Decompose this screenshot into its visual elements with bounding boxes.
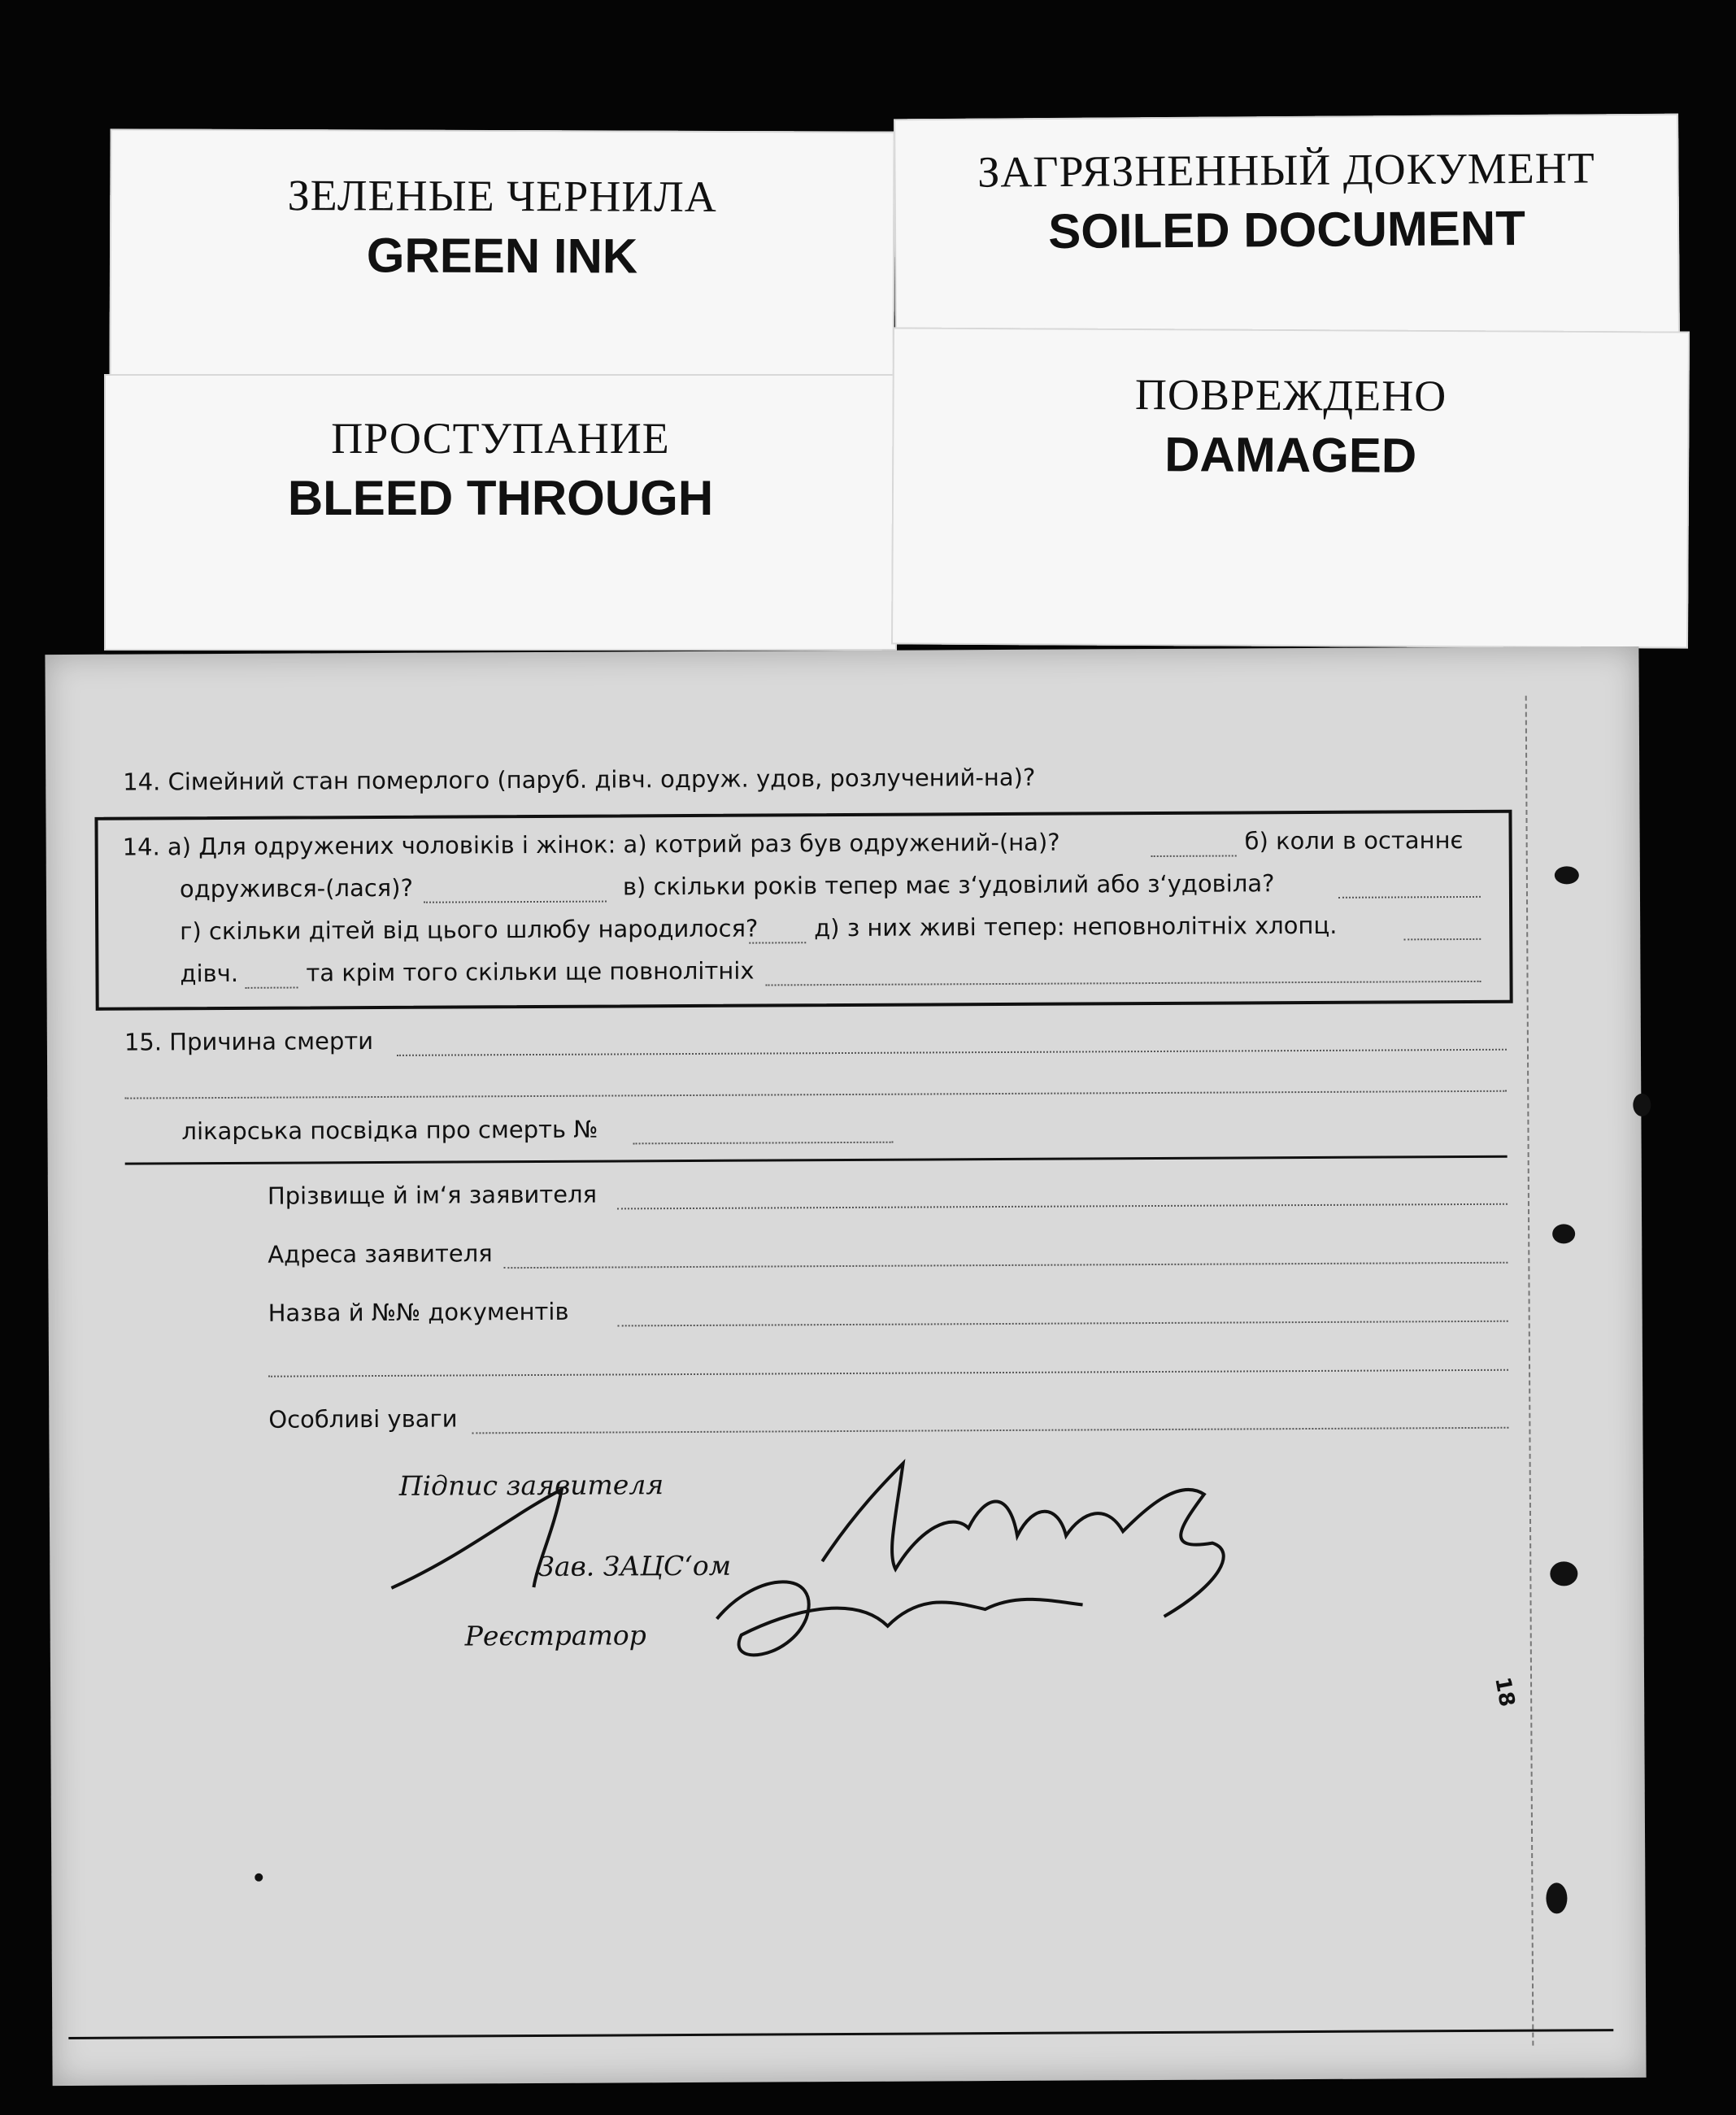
q15-dots2 [124,1090,1507,1099]
q14a-line4b: та крім того скільки ще повнолітніх [306,956,755,987]
q14a-line3a: г) скільки дітей від цього шлюбу народилося? [180,914,759,946]
damaged-ru: ПОВРЕЖДЕНО [1134,369,1447,421]
soiled-document-card [894,114,1680,339]
applicant-address-label: Адреса заявителя [268,1239,493,1269]
damage-spot-6 [255,1873,263,1882]
applicant-address-dots [503,1262,1508,1269]
death-record-form [45,646,1646,2086]
q14a-dots7 [766,981,1481,986]
damaged-en: DAMAGED [1164,427,1417,483]
registrar-label: Реєстратор [464,1619,646,1652]
soiled-document-ru: ЗАГРЯЗНЕННЫЙ ДОКУМЕНТ [977,143,1595,197]
q14a-line4a: дівч. [180,959,239,988]
green-ink-en: GREEN INK [366,228,638,284]
applicant-signature-label: Підпис заявителя [398,1469,664,1502]
marital-details-box [94,810,1512,1011]
q14-marital-status: 14. Сімейний стан померлого (паруб. дівч. одруж. удов, розлучений-на)? [123,763,1036,796]
q14a-line2a: одружився-(лася)? [179,873,414,903]
head-zags-label: Зав. ЗАЦС‘ом [537,1549,732,1582]
damage-spot-5 [1633,1094,1651,1116]
damage-spot-2 [1552,1224,1575,1243]
q14a-line3b: д) з них живі тепер: неповнолітніх хлопц. [814,911,1338,942]
page-number: 18 [1490,1675,1520,1709]
documents-dots2 [268,1369,1508,1377]
q15-dots1 [397,1049,1507,1056]
damage-spot-4 [1546,1882,1567,1913]
q14a-dots1 [1151,855,1237,857]
q14a-dots2 [424,901,607,903]
soiled-document-en: SOILED DOCUMENT [1047,200,1526,259]
applicant-name-dots [617,1203,1508,1210]
applicant-name-label: Прізвище й ім‘я заявителя [267,1180,598,1210]
bleed-through-ru: ПРОСТУПАНИЕ [331,414,670,463]
q14a-dots4 [749,942,806,943]
green-ink-card [109,128,894,383]
q14a-line1: 14. а) Для одружених чоловіків і жінок: а) котрий раз був одружений-(на)? [122,828,1060,861]
bleed-through-card [104,374,897,651]
bottom-rule [68,2029,1613,2039]
green-ink-ru: ЗЕЛЕНЫЕ ЧЕРНИЛА [287,171,717,221]
documents-dots1 [618,1321,1508,1327]
damaged-card [891,327,1690,648]
handwritten-signatures [366,1428,1425,1694]
q14a-dots5 [1403,938,1481,940]
q14a-dots3 [1338,896,1481,899]
q14a-dots6 [246,987,298,989]
q14a-line2b: в) скільки років тепер має з‘удовілий або з‘удовіла? [622,869,1275,901]
damage-spot-1 [1555,866,1579,884]
damage-spot-3 [1550,1561,1577,1586]
q14a-line1b: б) коли в останнє [1244,826,1464,855]
special-notes-label: Особливі уваги [268,1404,458,1434]
margin-line [1525,696,1534,2046]
q15-cause-of-death: 15. Причина смерти [124,1027,374,1056]
certificate-dots [633,1142,894,1145]
section-divider [125,1155,1508,1165]
medical-certificate-label: лікарська посвідка про смерть № [181,1115,598,1146]
documents-label: Назва й №№ документів [268,1297,569,1327]
bleed-through-en: BLEED THROUGH [287,471,714,525]
